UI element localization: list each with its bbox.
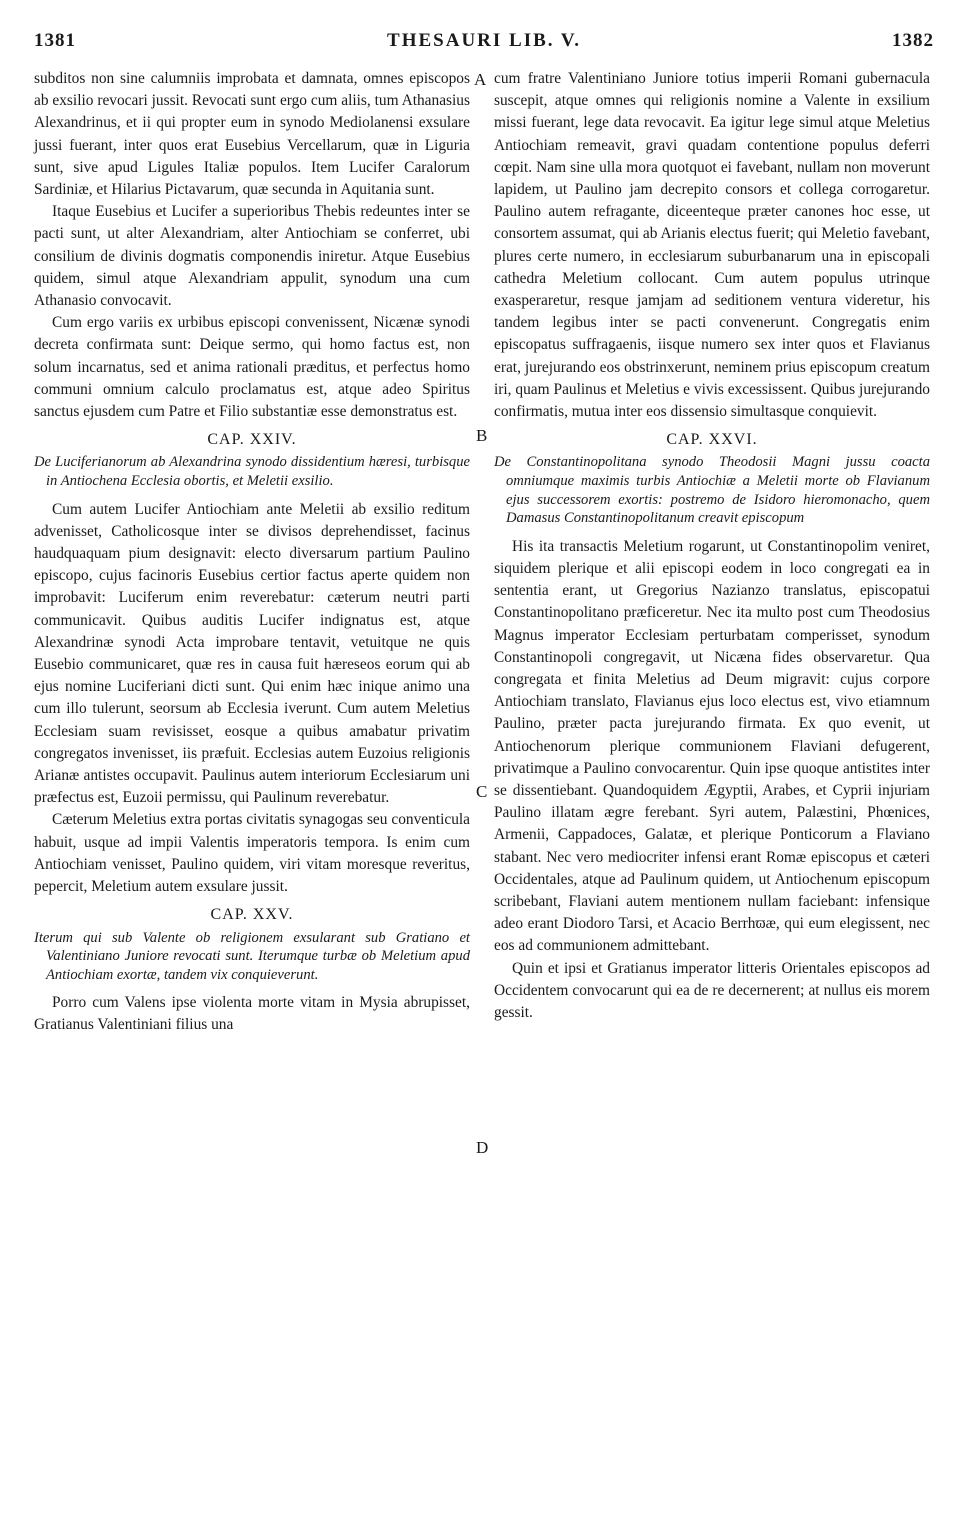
chapter-summary: Iterum qui sub Valente ob religionem exsularant sub Gratiano et Valentiniano Juniore revocati sunt. Iterumque turbæ ob Meletium apud Antiochiam exortæ, tandem vix conquieverunt. xyxy=(34,929,470,983)
paragraph: Cæterum Meletius extra portas civitatis synagogas seu conventicula habuit, usque ad impii Valentis imperatoris tempora. Is enim cum Antiochiam venisset, Paulino quidem, viri vitam moresque reveritus, pepercit, Meletium autem exsulare jussit. xyxy=(34,811,470,896)
paragraph: His ita transactis Meletium rogarunt, ut Constantinopolim veniret, siquidem plerique et alii episcopi eodem in loco congregati ea in sententia erant, ut Gregorius Nazianzo translatus, episcopatui Constantinopolitano præficeretur. Nec ita multo post cum Theodosius Magnus imperator Ecclesiam perturbatam comperisset, synodum Constantinopoli congregavit, ut Nicæna fides observaretur. Qua congregata et finita Meletius ad Deum migravit: cujus corpore Antiochiam translato, Flavianus ejus loco electus est, vivo etiamnum Paulino, præter pacta jurejurando firmata. Ex quo evenit, ut Antiochenorum plerique communionem Flaviani defugerent, privatimque a Paulino convocarentur. Quin ipse quoque antistites inter se dissentiebant. Quandoquidem Ægyptii, Arabes, et Cyprii injuriam Paulino illatam ægre ferebant. Syri autem, Palæstini, Phœnices, Armenii, Cappadoces, Galatæ, et plerique Ponticorum a Flaviano stabant. Nec vero mediocriter infensi erant Romæ episcopus et cæteri Occidentales, atque ad Paulinum quidem, ut Antiochenum episcopum scribebant, Flaviani autem mentionem nullam faciebant: infensique adeo erant Diodoro Tarsi, et Acacio Berrhϖæ, qui eum elegissent, nec eos ad communionem admittebant. xyxy=(494,537,930,955)
left-column xyxy=(34,68,470,1037)
right-column xyxy=(494,68,930,1024)
paragraph: subditos non sine calumniis improbata et damnata, omnes episcopos ab exsilio revocari jussit. Revocati sunt ergo cum aliis, tum Athanasius Alexandrinus, et ii qui propter eum in synodo Mediolanensi exsulare jussi fuerant, inter quos erat Eusebius Vercellarum, quæ in Liguria sunt, sive apud Ligules Italiæ populos. Item Lucifer Caralorum Sardiniæ, et Hilarius Pictavarum, quæ secunda in Aquitania sunt. xyxy=(34,70,470,199)
margin-letter-a: A xyxy=(474,70,487,89)
chapter-heading: CAP. XXVI. xyxy=(666,431,758,449)
paragraph: Cum autem Lucifer Antiochiam ante Meletii ab exsilio reditum advenisset, Catholicosque inter se divisos deprehendisset, facinus haudquaquam pium designavit: electo diversarum partium Paulino episcopo, cujus facinoris Eusebius certior factus aperte quidem non improbavit: Luciferum enim reverebatur: cæterum neutri parti communicavit. Quibus auditis Lucifer indignatus est, atque Alexandrinæ synodi Acta improbare tentavit, vetuitque ne quis Eusebio communicaret, quæ res in causa fuit hæreseos eorum qui ab ejus nomine Luciferiani dicti sunt. Qui enim hæc inique animo una cum illo tulerunt, seorsum ab Ecclesia iverunt. Cum autem Meletius Ecclesiam suam revisisset, eosque a quibus amabatur privatim congregatos invenisset, iis præfuit. Ecclesias autem Euzoius religionis Arianæ antistes occupavit. Paulinus autem interiorum Ecclesiarum uni præfectus est, Euzoii permissu, qui Paulinum reverebatur. xyxy=(34,500,470,807)
paragraph: Itaque Eusebius et Lucifer a superioribus Thebis redeuntes inter se pacti sunt, ut alter Alexandriam, alter Antiochiam se conferret, ubi consilium de divinis dogmatis componendis iniretur. Atque Eusebius quidem, simul atque Alexandriam appulit, synodum una cum Athanasio convocavit. xyxy=(34,203,470,310)
chapter-heading: CAP. XXV. xyxy=(210,906,294,924)
margin-letter-b: B xyxy=(476,426,488,445)
paragraph: Quin et ipsi et Gratianus imperator litteris Orientales episcopos ad Occidentem convocarunt qui ea de re decernerent; at nullus eis morem gessit. xyxy=(494,959,930,1022)
page-number-right: 1382 xyxy=(892,30,934,51)
chapter-summary: De Constantinopolitana synodo Theodosii Magni jussu coacta omniumque maximis turbis Antiochiæ a Meletii morte ob Flavianum ejus successorem exortis: postremo de Isidoro hieromonacho, quem Damasus Constantinopolitanum creavit episcopum xyxy=(494,454,930,527)
paragraph: cum fratre Valentiniano Juniore totius imperii Romani gubernacula suscepit, atque omnes qui religionis nomine a Valente in exsilium missi fuerant, lege data revocavit. Ea igitur lege simul atque Meletius Antiochiam remeavit, gravi quadam contentione populus deferri cœpit. Nam sine ulla mora quotquot ei favebant, nullam non moverunt lapidem, ut Paulino jam decrepito consors et collega corrogaretur. Paulino autem refragante, diceenteque præter canones hoc esse, ut consortem assumat, qui ab Arianis electus fuerit; qui Meletio favebant, plures certe numero, in ecclesiarum suburbanarum una in episcopali cathedra Meletium collocant. Cum autem populus utrinque exasperaretur, resque jamjam ad seditionem ventura videretur, his tandem legibus inter se pacti convenerunt. Congregatis enim episcopatus suffragaenis, iisque numero sex inter quos et Flavianus erat, jurejurando eos obstrinxerunt, neminem prius episcopum creatum iri, quam Paulinus et Meletius e vivis excessissent. Quibus jurejurando confirmatis, mutua inter eos dissensio simultasque conquievit. xyxy=(494,70,930,421)
chapter-summary: De Luciferianorum ab Alexandrina synodo dissidentium hæresi, turbisque in Antiochena Ecclesia obortis, et Meletii exsilio. xyxy=(34,454,470,490)
margin-letter-c: C xyxy=(476,782,488,801)
paragraph: Porro cum Valens ipse violenta morte vitam in Mysia abrupisset, Gratianus Valentiniani filius una xyxy=(34,994,470,1034)
running-title: THESAURI LIB. V. xyxy=(387,30,581,51)
paragraph: Cum ergo variis ex urbibus episcopi convenissent, Nicænæ synodi decreta confirmata sunt: Deique sermo, qui homo factus est, non solum incarnatus, sed et anima rationali præditus, et perfectus homo communi omnium calculo proclamatus est, atque adeo Spiritus sanctus ejusdem cum Patre et Filio substantiæ esse demonstratus est. xyxy=(34,314,470,421)
margin-letter-d: D xyxy=(476,1138,489,1157)
page-header xyxy=(34,30,934,56)
page-number-left: 1381 xyxy=(34,30,76,51)
chapter-heading: CAP. XXIV. xyxy=(207,431,297,449)
